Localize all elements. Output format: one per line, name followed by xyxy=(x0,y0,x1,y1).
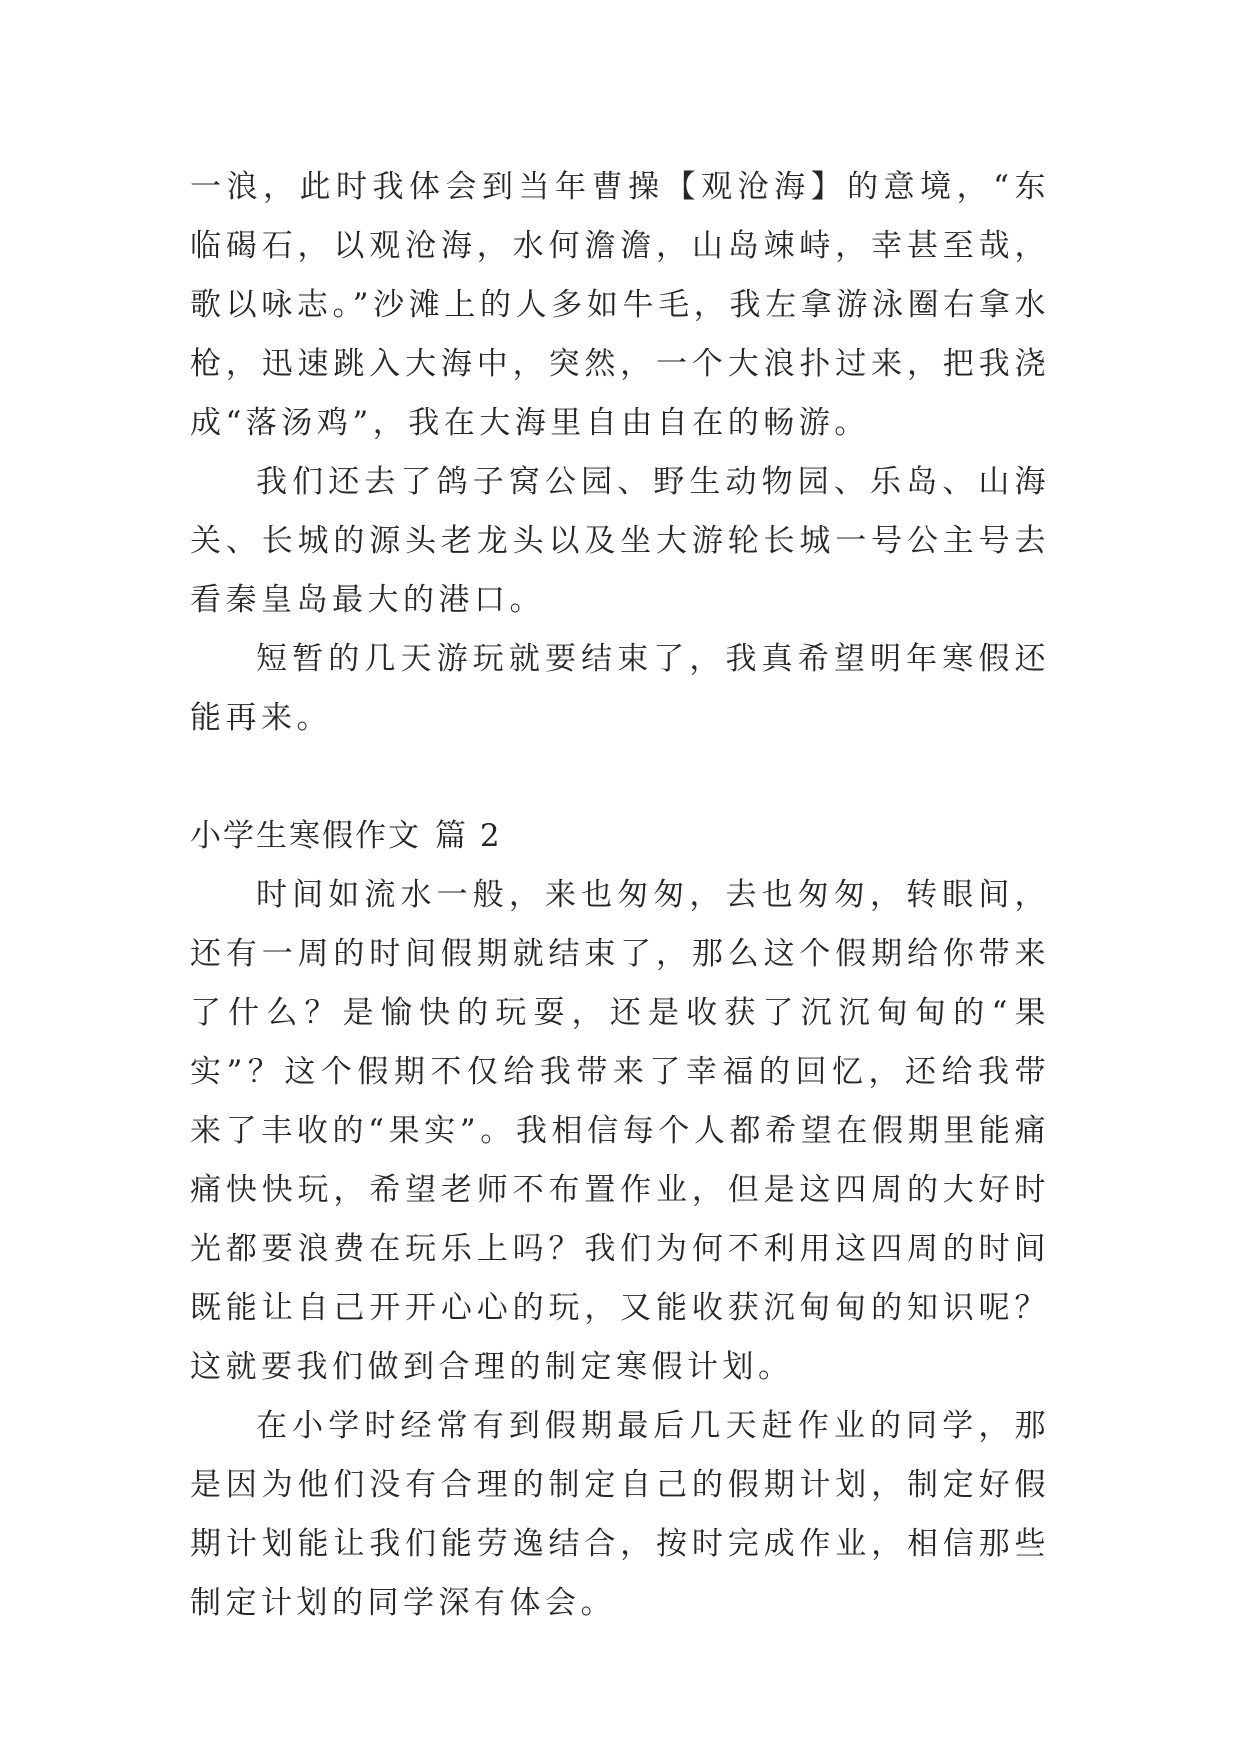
paragraph-trip-places: 我们还去了鸽子窝公园、野生动物园、乐岛、山海关、长城的源头老龙头以及坐大游轮长城一号公主号去看秦皇岛最大的港口。 xyxy=(190,464,1050,618)
section-heading-number: 篇 2 xyxy=(435,818,502,854)
section-heading-title: 小学生寒假作文 xyxy=(190,818,421,854)
paragraph-trip-ending: 短暂的几天游玩就要结束了，我真希望明年寒假还能再来。 xyxy=(190,641,1050,736)
paragraph-vacation-time: 时间如流水一般，来也匆匆，去也匆匆，转眼间，还有一周的时间假期就结束了，那么这个假期给你带来了什么？是愉快的玩耍，还是收获了沉沉甸甸的“果实”？这个假期不仅给我带来了幸福的回忆，还给我带来了丰收的“果实”。我相信每个人都希望在假期里能痛痛快快玩，希望老师不布置作业，但是这四周的大好时光都要浪费在玩乐上吗？我们为何不利用这四周的时间既能让自己开开心心的玩，又能收获沉甸甸的知识呢？这就要我们做到合理的制定寒假计划。 xyxy=(190,877,1050,1385)
section-heading xyxy=(190,807,1050,866)
paragraph-continued: 一浪，此时我体会到当年曹操【观沧海】的意境，“东临碣石，以观沧海，水何澹澹，山岛竦峙，幸甚至哉，歌以咏志。”沙滩上的人多如牛毛，我左拿游泳圈右拿水枪，迅速跳入大海中，突然，一个大浪扑过来，把我浇成“落汤鸡”，我在大海里自由自在的畅游。 xyxy=(190,169,1050,441)
paragraph-vacation-plan: 在小学时经常有到假期最后几天赶作业的同学，那是因为他们没有合理的制定自己的假期计划，制定好假期计划能让我们能劳逸结合，按时完成作业，相信那些制定计划的同学深有体会。 xyxy=(190,1408,1050,1621)
document-body xyxy=(190,158,1050,1633)
